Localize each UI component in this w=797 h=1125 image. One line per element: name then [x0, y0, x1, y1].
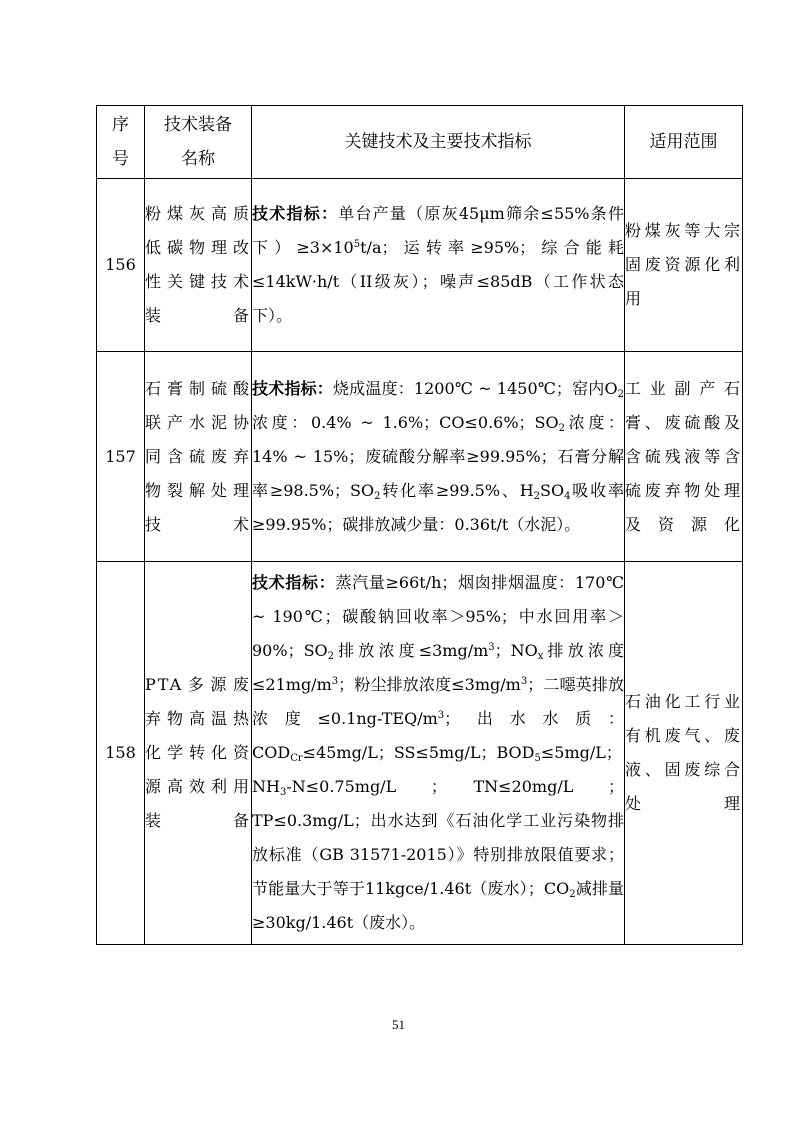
row-scope: 粉煤灰等大宗固废资源化利用 — [625, 179, 743, 352]
header-indicators: 关键技术及主要技术指标 — [252, 106, 625, 179]
row-equipment-name: 石膏制硫酸联产水泥协同含硫废弃物裂解处理技术 — [145, 352, 252, 562]
row-seq: 158 — [97, 562, 145, 945]
indicator-label: 技术指标： — [252, 204, 339, 223]
table-row — [97, 179, 743, 352]
page-number: 51 — [392, 1017, 405, 1032]
table-row — [97, 562, 743, 945]
row-indicators: 技术指标：蒸汽量≥66t/h；烟囱排烟温度：170℃ ~ 190℃；碳酸钠回收率＞95%；中水回用率＞90%；$SO_2$排放浓度$\le 3mg/m^3$；$NO_x$排放浓度$\le 21mg/m^3$；粉尘排放浓度$\le 3mg/m^3$；二噁英排放浓度$\le 0.1ng-TEQ/m^3$；出水水质：$COD_{Cr}\le 45mg/L$；SS≤5mg/L；$BOD_5\le 5mg/L$；$NH_3-N\le 0.75mg/L$ ； TN≤20mg/L ；TP≤0.3mg/L；出水达到《石油化学工业污染物排放标准（GB 31571-2015）》特别排放限值要求；节能量大于等于11kgce/1.46t（废水）；$CO_2$减排量≥30kg/1.46t（废水）。 — [252, 562, 625, 945]
row-seq: 156 — [97, 179, 145, 352]
row-indicators: 技术指标：烧成温度：1200℃ ~ 1450℃；窑内$O_2$浓度：0.4% ~ 1.6%；CO≤0.6%；$SO_2$浓度：14% ~ 15%；废硫酸分解率≥99.95%；石膏分解率≥98.5%；$SO_2$转化率≥99.5%、$H_2SO_4$吸收率≥99.95%；碳排放减少量：0.36t/t（水泥）。 — [252, 352, 625, 562]
header-seq: 序 号 — [97, 106, 145, 179]
table-header-row — [97, 106, 743, 179]
header-name: 技术装备 名称 — [145, 106, 252, 179]
table-row — [97, 352, 743, 562]
indicator-label: 技术指标： — [252, 378, 333, 398]
header-scope: 适用范围 — [625, 106, 743, 179]
row-equipment-name: 粉煤灰高质低碳物理改性关键技术装备 — [145, 179, 252, 352]
row-seq: 157 — [97, 352, 145, 562]
equipment-table — [96, 105, 743, 945]
row-scope: 工业副产石膏、废硫酸及含硫残液等含硫废弃物处理及资源化 — [625, 352, 743, 562]
row-equipment-name: PTA多源废弃物高温热化学转化资源高效利用装备 — [145, 562, 252, 945]
row-scope: 石油化工行业有机废气、废液、固废综合处理 — [625, 562, 743, 945]
indicator-label: 技术指标： — [252, 573, 336, 592]
row-indicators: 技术指标：单台产量（原灰45μm筛余≤55%条件下）$\ge 3\times 10^5t/a$；运转率≥95%；综合能耗≤14kW·h/t（II级灰）；噪声≤85dB（工作状态下）。 — [252, 179, 625, 352]
